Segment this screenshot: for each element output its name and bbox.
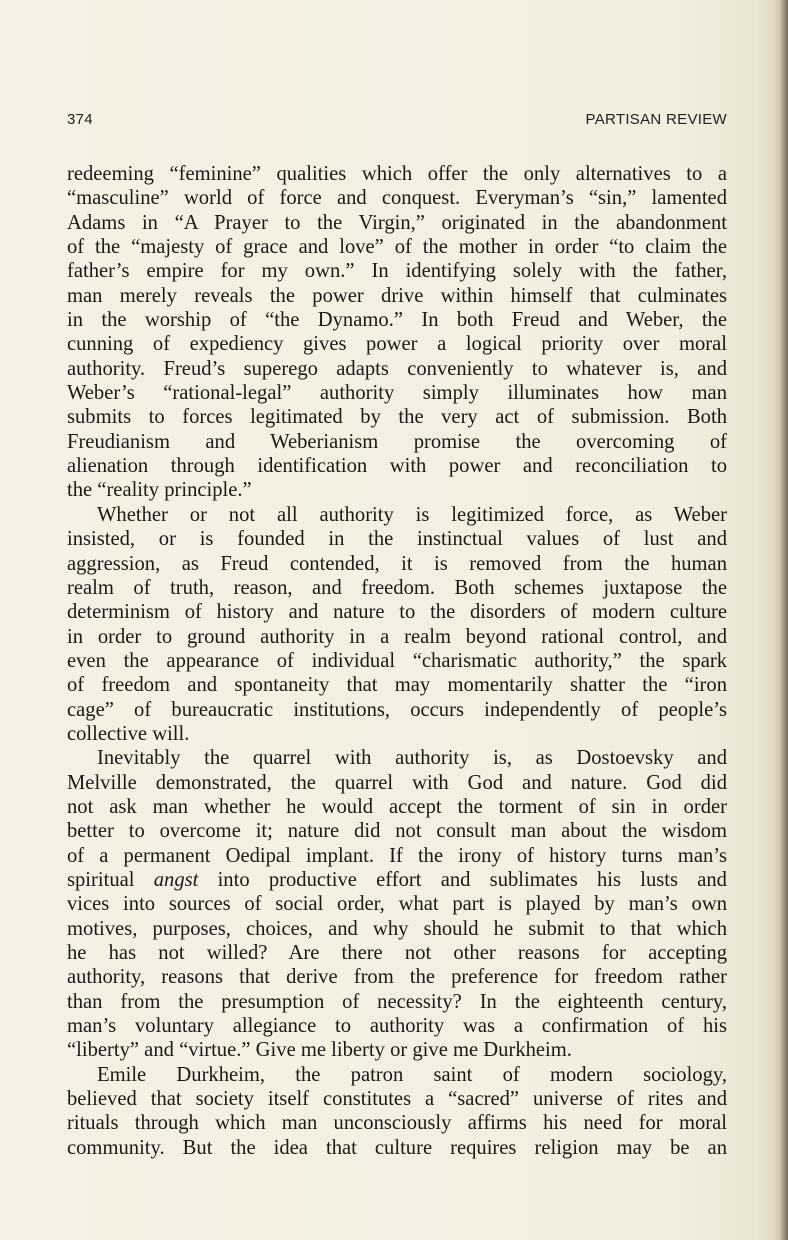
text-line: insisted, or is founded in the instinctual values of lust and (67, 528, 727, 551)
text-line: alienation through identification with power and reconciliation to (67, 455, 727, 478)
text-line: motives, purposes, choices, and why should he submit to that which (67, 917, 727, 940)
text-line: Adams in “A Prayer to the Virgin,” originated in the abandonment (67, 211, 727, 234)
text-line: authority, reasons that derive from the preference for freedom rather (67, 966, 727, 989)
paragraph (67, 1063, 727, 1160)
text-line: Whether or not all authority is legitimized force, as Weber (97, 503, 727, 526)
page-number: 374 (67, 111, 93, 128)
text-line: the “reality principle.” (67, 479, 252, 502)
text-segment: spiritual (67, 868, 154, 891)
text-line: Melville demonstrated, the quarrel with God and nature. God did (67, 771, 727, 794)
text-line: community. But the idea that culture requires religion may be an (67, 1136, 727, 1159)
text-line: Emile Durkheim, the patron saint of modern sociology, (97, 1063, 727, 1086)
journal-title: PARTISAN REVIEW (585, 111, 727, 128)
text-line: rituals through which man unconsciously affirms his need for moral (67, 1112, 727, 1135)
text-line: Freudianism and Weberianism promise the overcoming of (67, 430, 727, 453)
text-line: in order to ground authority in a realm beyond rational control, and (67, 625, 727, 648)
text-line: of the “majesty of grace and love” of the mother in order “to claim the (67, 236, 727, 259)
text-line: man merely reveals the power drive within himself that culminates (67, 284, 727, 307)
text-line: submits to forces legitimated by the very act of submission. Both (67, 406, 727, 429)
text-line: man’s voluntary allegiance to authority was a confirmation of his (67, 1015, 727, 1038)
text-line: collective will. (67, 722, 190, 745)
paragraph (67, 503, 727, 746)
paragraph (67, 162, 727, 503)
text-line: not ask man whether he would accept the torment of sin in order (67, 795, 727, 818)
text-line: aggression, as Freud contended, it is removed from the human (67, 552, 727, 575)
text-line: cage” of bureaucratic institutions, occurs independently of people’s (67, 698, 727, 721)
text-line: determinism of history and nature to the disorders of modern culture (67, 601, 727, 624)
text-line: he has not willed? Are there not other reasons for accepting (67, 942, 727, 964)
text-line: better to overcome it; nature did not consult man about the wisdom (67, 820, 727, 843)
italic-term: angst (153, 868, 199, 891)
text-segment: into productive effort and sublimates his lusts and (198, 868, 727, 891)
text-line: even the appearance of individual “charismatic authority,” the spark (67, 649, 727, 672)
text-line: in the worship of “the Dynamo.” In both Freud and Weber, the (67, 309, 727, 332)
text-line: realm of truth, reason, and freedom. Both schemes juxtapose the (67, 576, 727, 599)
text-line: Inevitably the quarrel with authority is, as Dostoevsky and (97, 747, 727, 770)
text-line: authority. Freud’s superego adapts conveniently to whatever is, and (67, 357, 727, 380)
text-line: of freedom and spontaneity that may momentarily shatter the “iron (67, 674, 727, 697)
page-edge-shadow (774, 0, 788, 1240)
text-line: than from the presumption of necessity? In the eighteenth century, (67, 990, 727, 1013)
paragraph (67, 746, 727, 1062)
text-line: vices into sources of social order, what part is played by man’s own (67, 893, 727, 916)
body-text (67, 162, 727, 1160)
running-head (67, 111, 727, 131)
text-line: believed that society itself constitutes a “sacred” universe of rites and (67, 1088, 727, 1111)
text-line: Weber’s “rational-legal” authority simply illuminates how man (67, 382, 727, 405)
text-line: “liberty” and “virtue.” Give me liberty or give me Durkheim. (67, 1039, 572, 1062)
text-line: “masculine” world of force and conquest. Everyman’s “sin,” lamented (67, 187, 727, 210)
text-line: of a permanent Oedipal implant. If the irony of history turns man’s (67, 844, 727, 867)
text-line: father’s empire for my own.” In identifying solely with the father, (67, 260, 727, 283)
text-line: redeeming “feminine” qualities which offer the only alternatives to a (67, 163, 727, 185)
text-line (67, 868, 727, 892)
text-line: cunning of expediency gives power a logical priority over moral (67, 333, 727, 356)
